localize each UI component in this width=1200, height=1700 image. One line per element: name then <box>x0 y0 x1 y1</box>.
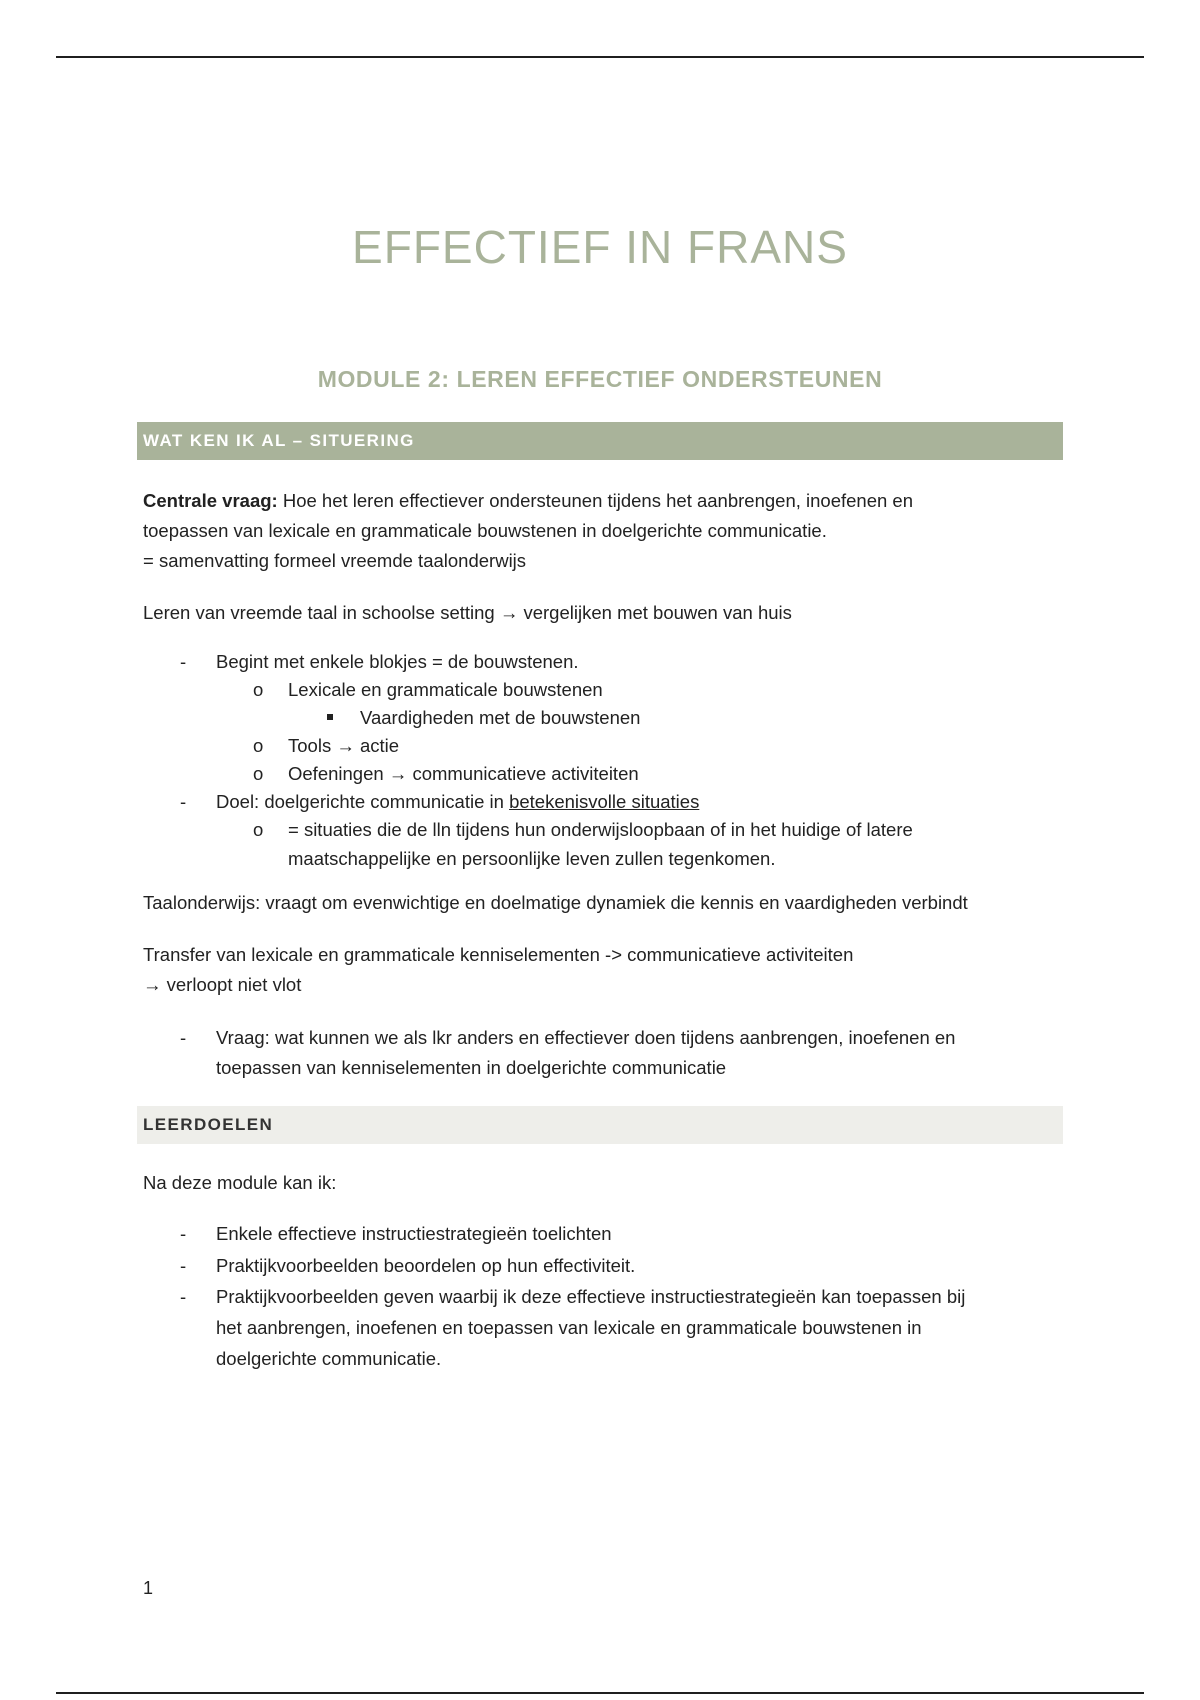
list-item <box>216 788 699 816</box>
section-heading-leerdoelen: LEERDOELEN <box>137 1106 1063 1144</box>
central-question <box>143 486 1063 576</box>
leerdoelen-intro: Na deze module kan ik: <box>143 1172 337 1193</box>
list-item: Tools → actie <box>288 735 400 756</box>
transfer-result: → verloopt niet vlot <box>143 974 302 995</box>
central-question-text-2: toepassen van lexicale en grammaticale bouwstenen in doelgerichte communicatie. <box>143 520 827 541</box>
page-number: 1 <box>143 1578 154 1598</box>
header-rule <box>56 56 1144 58</box>
bullet-circle: o <box>253 819 264 840</box>
taalonderwijs-paragraph: Taalonderwijs: vraagt om evenwichtige en doelmatige dynamiek die kennis en vaardigheden verbindt <box>143 892 968 913</box>
list-item: = situaties die de lln tijdens hun onderwijsloopbaan of in het huidige of latere <box>288 819 913 840</box>
list-item: Praktijkvoorbeelden geven waarbij ik deze effectieve instructiestrategieën kan toepassen bij <box>216 1286 966 1307</box>
transfer-line: Transfer van lexicale en grammaticale kenniselementen -> communicatieve activiteiten <box>143 944 854 965</box>
bullet-circle: o <box>253 679 264 700</box>
bullet-dash: - <box>180 1255 187 1276</box>
list-item: Praktijkvoorbeelden beoordelen op hun effectiviteit. <box>216 1255 636 1276</box>
bullet-circle: o <box>253 735 264 756</box>
transfer-paragraph <box>143 940 1063 1000</box>
section-heading-situering: WAT KEN IK AL – SITUERING <box>137 422 1063 460</box>
central-question-text: Hoe het leren effectiever ondersteunen tijdens het aanbrengen, inoefenen en <box>277 490 913 511</box>
bullet-circle: o <box>253 763 264 784</box>
list-item: Vaardigheden met de bouwstenen <box>360 707 641 728</box>
list-item: Begint met enkele blokjes = de bouwstenen. <box>216 651 579 672</box>
list-item-continued: toepassen van kenniselementen in doelgerichte communicatie <box>216 1057 727 1078</box>
footer-rule <box>56 1692 1144 1694</box>
central-question-label: Centrale vraag: <box>143 490 278 511</box>
intro-paragraph: Leren van vreemde taal in schoolse setting → vergelijken met bouwen van huis <box>143 602 792 623</box>
bullet-dash: - <box>180 651 187 672</box>
list-item-continued: doelgerichte communicatie. <box>216 1348 442 1369</box>
list-item: Lexicale en grammaticale bouwstenen <box>288 679 603 700</box>
list-item-continued: maatschappelijke en persoonlijke leven zullen tegenkomen. <box>288 848 776 869</box>
list-item-continued: het aanbrengen, inoefenen en toepassen van lexicale en grammaticale bouwstenen in <box>216 1317 922 1338</box>
bullet-dash: - <box>180 1027 187 1048</box>
goal-text: Doel: doelgerichte communicatie in <box>216 791 510 812</box>
goal-underlined: betekenisvolle situaties <box>509 791 700 812</box>
central-question-summary: = samenvatting formeel vreemde taalonderwijs <box>143 550 527 571</box>
bullet-dash: - <box>180 1286 187 1307</box>
list-item: Oefeningen → communicatieve activiteiten <box>288 763 639 784</box>
list-item: Vraag: wat kunnen we als lkr anders en effectiever doen tijdens aanbrengen, inoefenen en <box>216 1027 956 1048</box>
bullet-dash: - <box>180 791 187 812</box>
module-title: MODULE 2: LEREN EFFECTIEF ONDERSTEUNEN <box>317 366 883 392</box>
document-title: EFFECTIEF IN FRANS <box>352 221 848 273</box>
list-item: Enkele effectieve instructiestrategieën toelichten <box>216 1223 612 1244</box>
bullet-dash: - <box>180 1223 187 1244</box>
bullet-square <box>327 714 333 720</box>
